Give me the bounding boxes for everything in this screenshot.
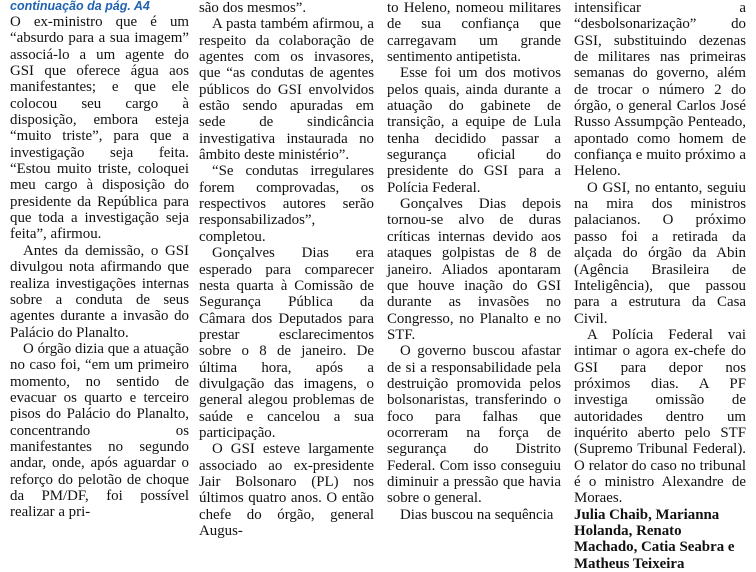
paragraph: O órgão dizia que a atuação no caso foi, “em um primeiro momento, no sentido de evacuar os quarto e terceiro pisos do Palácio do Planalto, concentrando os manifestantes no segundo andar, onde, após aguardar o reforço do pelotão de choque da PM/DF, foi possível realizar a pri-: [10, 340, 189, 521]
paragraph: to Heleno, nomeou militares de sua confiança que carregavam um grande sentimento antipetista.: [387, 0, 561, 66]
paragraph: “Se condutas irregulares forem comprovadas, os respectivos autores serão responsabilizados”, completou.: [199, 163, 374, 245]
article-column-2: [199, 0, 374, 539]
author-bylines: Julia Chaib, Marianna Holanda, Renato Machado, Catia Seabra e Matheus Teixeira: [574, 506, 735, 572]
paragraph: A pasta também afirmou, a respeito da colaboração de agentes com os invasores, que “as condutas de agentes públicos do GSI envolvidos estão sendo apuradas em sede de sindicância investigativa instaurada no âmbito deste ministério”.: [199, 16, 374, 164]
paragraph: intensificar a “desbolsonarização” do GSI, substituindo dezenas de militares nas primeiras semanas do governo, além de trocar o número 2 do órgão, o general Carlos José Russo Assumpção Penteado, apontado como homem de confiança e muito próximo a Heleno.: [574, 0, 746, 180]
paragraph: Dias buscou na sequência: [400, 506, 554, 523]
paragraph: Gonçalves Dias depois tornou-se alvo de duras críticas internas devido aos ataques golpistas de 8 de janeiro. Aliados apontaram que houve inação do GSI durante as invasões no Congresso, no Planalto e no STF.: [387, 196, 561, 343]
paragraph: Gonçalves Dias era esperado para comparecer nesta quarta à Comissão de Segurança Pública da Câmara dos Deputados para prestar esclarecimentos sobre o 8 de janeiro. De última hora, após a divulgação das imagens, o general alegou problemas de saúde e cancelou a sua participação.: [199, 245, 374, 441]
paragraph: são dos mesmos”.: [199, 0, 307, 16]
paragraph: O GSI, no entanto, seguiu na mira dos ministros palacianos. O próximo passo foi a retirada da alçada do órgão da Abin (Agência Brasileira de Inteligência), que passou para a estrutura da Casa Civil.: [574, 179, 746, 327]
paragraph: A Polícia Federal vai intimar o agora ex-chefe do GSI para depor nos próximos dias. A PF investiga omissão de autoridades dentro um inquérito aberto pelo STF (Supremo Tribunal Federal). O relator do caso no tribunal é o ministro Alexandre de Moraes.: [574, 326, 746, 507]
article-column-4: [574, 0, 746, 572]
paragraph: O ex-ministro que é um “absurdo para a sua imagem” associá-lo a um agente do GSI que oferece água aos manifestantes; e que ele colocou seu cargo à disposição, embora esteja “muito triste”, para que a investigação seja feita. “Estou muito triste, coloquei meu cargo à disposição do presidente da República para que toda a investigação seja feita”, afirmou.: [10, 14, 189, 243]
article-column-3: [387, 0, 561, 523]
continuation-label: continuação da pág. A4: [10, 0, 150, 13]
paragraph: Antes da demissão, o GSI divulgou nota afirmando que realiza investigações internas sobre a conduta de seus agentes durante a invasão do Palácio do Planalto.: [10, 242, 189, 341]
article-column-1: [10, 0, 189, 521]
paragraph: O governo buscou afastar de si a responsabilidade pela destruição promovida pelos bolsonaristas, transferindo o foco para falhas que ocorreram na força de segurança do Distrito Federal. Com isso conseguiu diminuir a pressão que havia sobre o general.: [387, 343, 561, 507]
paragraph: O GSI esteve largamente associado ao ex-presidente Jair Bolsonaro (PL) nos últimos quatro anos. O então chefe do órgão, general Augus-: [199, 441, 374, 539]
paragraph: Esse foi um dos motivos pelos quais, ainda durante a atuação do gabinete de transição, a equipe de Lula tenha decidido passar a segurança oficial do presidente do GSI para a Polícia Federal.: [387, 65, 561, 196]
